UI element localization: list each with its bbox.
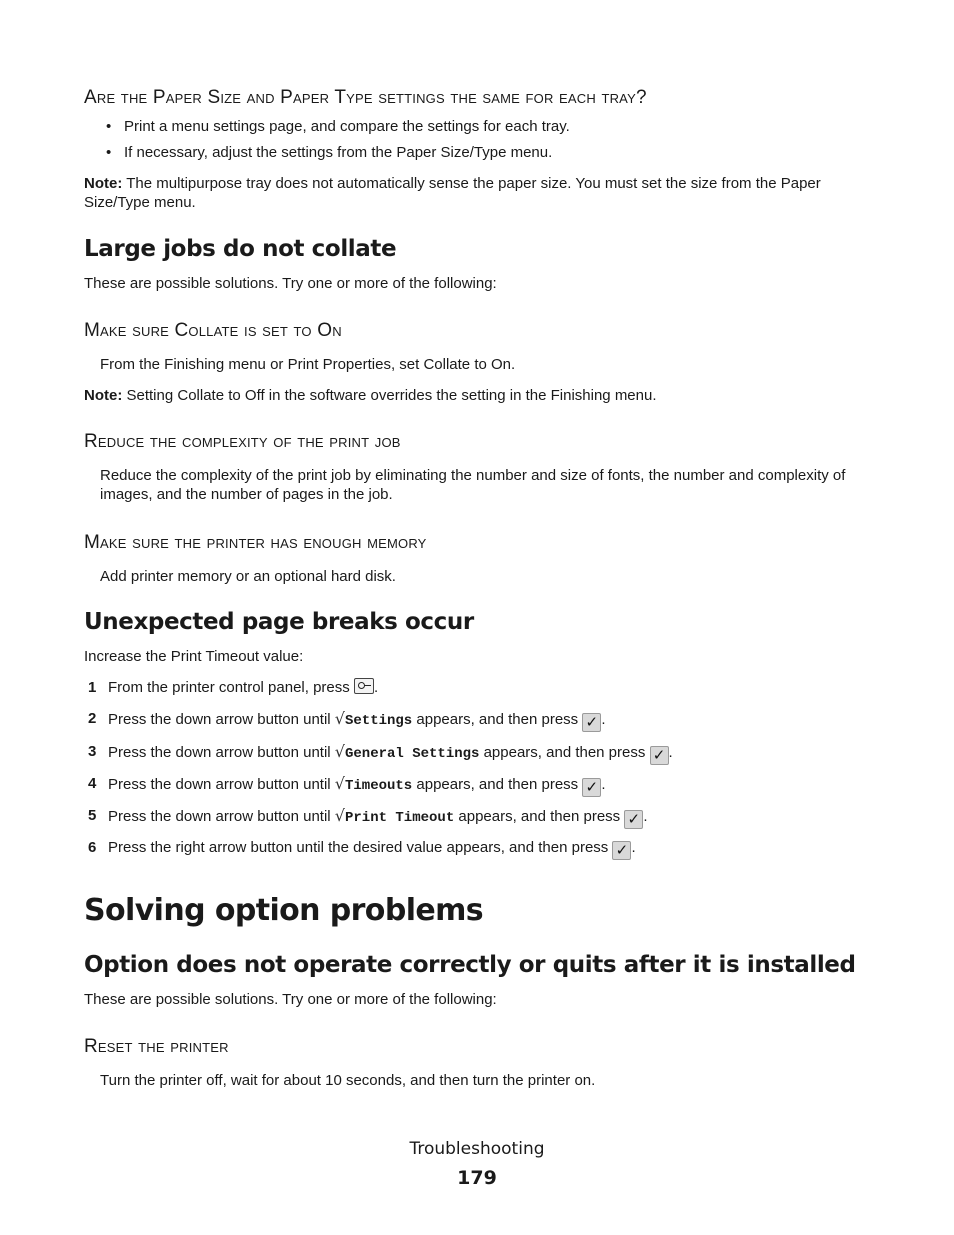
step-text: Press the down arrow button until √General Settings appears, and then press ✓ . — [108, 742, 673, 764]
step-number: 3 — [88, 743, 97, 760]
collate-heading-1: Make sure Collate is set to On — [84, 320, 342, 341]
bullet-icon: • — [106, 118, 112, 135]
page-number: 179 — [457, 1167, 497, 1189]
step-item — [84, 709, 874, 729]
bullet-icon: • — [106, 144, 112, 161]
step-code: Timeouts — [345, 778, 413, 794]
footer-section-label: Troubleshooting — [409, 1139, 545, 1159]
step-number: 2 — [88, 710, 97, 727]
step-item — [84, 742, 874, 762]
step-text: Press the down arrow button until √Print Timeout appears, and then press ✓ . — [108, 806, 648, 828]
sqrt-icon: √ — [334, 774, 345, 793]
step-post: appears, and then press — [412, 776, 583, 793]
step-item — [84, 806, 874, 826]
step-pre: Press the down arrow button until — [108, 776, 335, 793]
step-code: Print Timeout — [345, 810, 455, 826]
note-label: Note: — [84, 175, 123, 192]
collate-heading-2: Reduce the complexity of the print job — [84, 431, 401, 452]
step-code: General Settings — [345, 746, 480, 762]
list-item-text: Print a menu settings page, and compare the settings for each tray. — [124, 118, 570, 135]
step-code: Settings — [345, 713, 413, 729]
step-post: appears, and then press — [479, 744, 650, 761]
step-pre: Press the right arrow button until the desired value appears, and then press — [108, 839, 613, 856]
collate-title: Large jobs do not collate — [84, 236, 397, 262]
option-paragraph-1: Turn the printer off, wait for about 10 seconds, and then turn the printer on. — [100, 1072, 596, 1089]
collate-paragraph-3: Add printer memory or an optional hard disk. — [100, 568, 396, 585]
step-text: Press the down arrow button until √Settings appears, and then press ✓ . — [108, 709, 606, 731]
option-intro: These are possible solutions. Try one or more of the following: — [84, 991, 497, 1008]
step-text — [108, 678, 378, 697]
check-icon: ✓ — [582, 778, 601, 797]
step-item — [84, 838, 874, 858]
list-item — [84, 117, 874, 137]
sqrt-icon: √ — [334, 709, 345, 728]
step-number: 1 — [88, 679, 97, 696]
collate-note — [84, 386, 657, 405]
sqrt-icon: √ — [334, 742, 345, 761]
check-icon: ✓ — [612, 841, 631, 860]
collate-intro: These are possible solutions. Try one or more of the following: — [84, 275, 497, 292]
sqrt-icon: √ — [334, 806, 345, 825]
check-icon: ✓ — [582, 713, 601, 732]
step-pre: Press the down arrow button until — [108, 744, 335, 761]
step-text: Press the right arrow button until the desired value appears, and then press ✓ . — [108, 839, 636, 859]
step-item — [84, 678, 874, 698]
collate-heading-3: Make sure the printer has enough memory — [84, 532, 427, 553]
note-label: Note: — [84, 387, 123, 404]
step-post: appears, and then press — [412, 711, 583, 728]
step-post: . — [373, 679, 379, 696]
menu-key-icon — [354, 678, 374, 694]
step-number: 4 — [88, 775, 97, 792]
note-text: Setting Collate to Off in the software overrides the setting in the Finishing menu. — [122, 387, 657, 404]
option-subtitle: Option does not operate correctly or quits after it is installed — [84, 952, 856, 978]
step-number: 5 — [88, 807, 97, 824]
option-heading-1: Reset the printer — [84, 1036, 229, 1057]
note-text: The multipurpose tray does not automatically sense the paper size. You must set the size from the Paper Size/Type menu. — [84, 175, 821, 211]
step-text: Press the down arrow button until √Timeouts appears, and then press ✓ . — [108, 774, 606, 796]
step-item — [84, 774, 874, 794]
collate-paragraph-2: Reduce the complexity of the print job by eliminating the number and size of fonts, the number and complexity of images, and the number of pages in the job. — [100, 467, 846, 503]
tray-note — [84, 174, 874, 212]
list-item — [84, 143, 874, 163]
breaks-intro: Increase the Print Timeout value: — [84, 648, 304, 665]
check-icon: ✓ — [624, 810, 643, 829]
tray-heading: Are the Paper Size and Paper Type settings the same for each tray? — [84, 87, 647, 108]
collate-paragraph-1: From the Finishing menu or Print Properties, set Collate to On. — [100, 356, 516, 373]
step-pre: Press the down arrow button until — [108, 711, 335, 728]
step-number: 6 — [88, 839, 97, 856]
breaks-title: Unexpected page breaks occur — [84, 609, 474, 635]
step-pre: Press the down arrow button until — [108, 808, 335, 825]
step-pre: From the printer control panel, press — [108, 679, 354, 696]
step-post: appears, and then press — [454, 808, 625, 825]
check-icon: ✓ — [650, 746, 669, 765]
list-item-text: If necessary, adjust the settings from the Paper Size/Type menu. — [124, 144, 553, 161]
option-title: Solving option problems — [84, 893, 484, 928]
